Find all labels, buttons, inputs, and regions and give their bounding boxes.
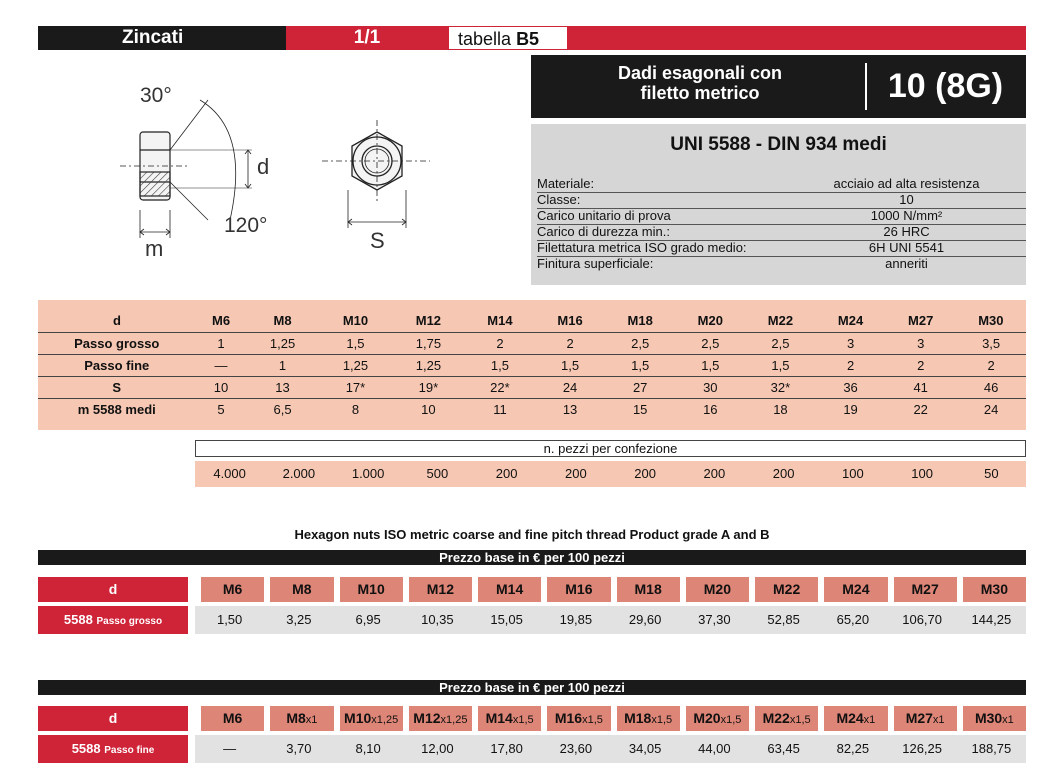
price-size-header: M16	[547, 577, 610, 602]
dims-size-header: M22	[745, 310, 815, 332]
dims-row-label: m 5588 medi	[77, 401, 156, 417]
price-size-header	[894, 706, 957, 731]
price-header-label: d	[38, 577, 188, 602]
dims-size-header: M10	[319, 310, 392, 332]
pack-quantity-row	[195, 461, 1026, 487]
pack-quantity-cell: 50	[984, 466, 999, 481]
dim-m-label: m	[145, 236, 164, 261]
price-size-header: M6	[201, 577, 264, 602]
dims-row-label: S	[38, 376, 196, 398]
price-row-coarse	[38, 606, 1026, 634]
price-row-desc: Passo grosso	[96, 616, 163, 627]
price-cell: 34,05	[628, 741, 662, 756]
dim-d-label: d	[257, 154, 270, 179]
spec-row	[537, 176, 1026, 192]
price-size-pitch: x1,25	[371, 714, 399, 726]
dims-size-header: M16	[535, 310, 605, 332]
dims-cell: 22*	[465, 376, 535, 398]
price-size-pitch: x1,5	[789, 714, 811, 726]
front-view	[322, 120, 430, 228]
price-header-coarse	[38, 577, 1026, 602]
pack-quantity-cell: 1.000	[351, 466, 385, 481]
dimensions-table	[38, 310, 1026, 420]
dims-size-header: M27	[886, 310, 956, 332]
price-cell: 65,20	[836, 612, 870, 627]
price-size-header	[686, 706, 749, 731]
dims-header-label: d	[38, 310, 196, 332]
price-cell: 23,60	[559, 741, 593, 756]
price-size-header: M18	[617, 577, 680, 602]
price-size-header: M20	[686, 577, 749, 602]
dims-cell: 15	[632, 401, 648, 417]
dims-cell: 2	[956, 354, 1026, 376]
dims-cell: 2,5	[745, 332, 815, 354]
page-fraction: 1/1	[353, 27, 381, 48]
spec-value: 6H UNI 5541	[787, 240, 1026, 256]
spec-key: Finitura superficiale:	[537, 256, 654, 272]
price-size-header: M30	[963, 577, 1026, 602]
price-bar-coarse: Prezzo base in € per 100 pezzi	[38, 550, 1026, 565]
pack-quantity-cell: 4.000	[213, 466, 246, 481]
dims-cell: 32*	[745, 376, 815, 398]
dims-size-header: M6	[196, 310, 246, 332]
price-size-header: M12	[409, 577, 472, 602]
dims-size-header: M14	[465, 310, 535, 332]
spec-row	[537, 192, 1026, 208]
product-title-box	[531, 55, 1026, 118]
price-row-label	[38, 735, 188, 763]
product-title-line1: Dadi esagonali con	[617, 63, 783, 83]
dims-cell: 2	[465, 332, 535, 354]
price-cell: 37,30	[698, 612, 731, 627]
table-code: B5	[516, 29, 540, 49]
dim-s-label: S	[370, 228, 385, 253]
price-size-header: M10	[340, 577, 403, 602]
dims-cell: 1,25	[319, 354, 392, 376]
price-size-pitch: x1	[1002, 714, 1014, 726]
dims-cell: 16	[703, 401, 718, 417]
spec-key: Filettatura metrica ISO grado medio:	[537, 240, 787, 256]
price-cell: 82,25	[836, 741, 870, 756]
price-size-thread: M22	[762, 710, 790, 726]
dims-cell: 1,5	[605, 354, 675, 376]
standard-title: UNI 5588 - DIN 934 medi	[670, 134, 887, 155]
price-size-thread: M16	[554, 710, 583, 726]
spec-table	[537, 176, 1026, 272]
price-size-pitch: x1,5	[512, 714, 534, 726]
dims-cell: 24	[983, 401, 999, 417]
price-size-header: M24	[824, 577, 887, 602]
dims-size-header: M12	[392, 310, 465, 332]
pack-quantity-cell: 200	[703, 466, 726, 481]
price-size-pitch: x1,25	[440, 714, 468, 726]
dims-cell: 11	[493, 401, 507, 417]
dims-cell: 2,5	[675, 332, 745, 354]
pack-quantity-cell: 100	[842, 466, 864, 481]
dims-cell: 19	[843, 401, 858, 417]
price-size-thread: M27	[905, 710, 933, 726]
finish-label: Zincati	[38, 26, 286, 50]
dims-cell: 1,5	[535, 354, 605, 376]
price-size-header	[617, 706, 680, 731]
spec-row	[537, 224, 1026, 240]
price-row-label	[38, 606, 188, 634]
price-header-label: d	[38, 706, 188, 731]
price-cell: 1,50	[216, 612, 243, 627]
price-cell: 52,85	[767, 612, 800, 627]
dims-cell: 2	[535, 332, 605, 354]
dims-cell: 8	[351, 401, 360, 417]
dims-cell: 5	[217, 401, 225, 417]
price-size-pitch: x1	[863, 714, 876, 726]
price-cell: 6,95	[355, 612, 381, 627]
price-cell: 106,70	[902, 612, 942, 627]
pack-quantity-cell: 200	[565, 466, 587, 481]
price-size-header	[270, 706, 333, 731]
angle-120-label: 120°	[224, 214, 268, 237]
price-cell: 19,85	[559, 612, 593, 627]
dims-cell: 22	[913, 401, 928, 417]
dims-size-header: M30	[956, 310, 1026, 332]
dims-cell: 24	[535, 376, 605, 398]
dims-cell: 18	[773, 401, 788, 417]
price-size-thread: M6	[222, 710, 243, 726]
price-row-code: 5588	[63, 612, 93, 627]
dims-cell: 1,5	[675, 354, 745, 376]
price-size-header: M27	[894, 577, 957, 602]
dims-cell: 3,5	[956, 332, 1026, 354]
price-size-header	[963, 706, 1026, 731]
price-size-header: M22	[755, 577, 818, 602]
price-cell: 126,25	[902, 741, 942, 756]
spec-row	[537, 256, 1026, 272]
dims-cell: 10	[421, 401, 436, 417]
dims-cell: 1,75	[392, 332, 465, 354]
price-cell: 44,00	[698, 741, 731, 756]
nut-technical-drawing	[100, 70, 440, 270]
pack-quantity-cell: 100	[911, 466, 933, 481]
dims-cell: 1	[196, 332, 246, 354]
product-title	[531, 63, 869, 103]
dims-size-header: M24	[816, 310, 886, 332]
price-size-header	[201, 706, 264, 731]
dims-cell: 2,5	[605, 332, 675, 354]
pack-quantity-cell: 200	[772, 466, 795, 481]
dims-cell: 1	[246, 354, 319, 376]
english-caption: Hexagon nuts ISO metric coarse and fine pitch thread Product grade A and B	[294, 527, 770, 542]
price-header-fine	[38, 706, 1026, 731]
dims-cell: 6,5	[273, 401, 292, 417]
dims-cell: 27	[605, 376, 675, 398]
dims-cell: 30	[675, 376, 745, 398]
price-size-header	[478, 706, 541, 731]
spec-key: Carico unitario di prova	[537, 208, 787, 224]
table-label	[448, 26, 568, 50]
dims-cell: 2	[816, 354, 886, 376]
dims-row	[38, 332, 1026, 354]
dims-row-label: Passo grosso	[38, 332, 196, 354]
dims-row-label: Passo fine	[38, 354, 196, 376]
price-size-pitch: x1,5	[582, 714, 603, 726]
spec-row	[537, 240, 1026, 256]
price-cell: 8,10	[355, 741, 381, 756]
dims-cell: 1,5	[745, 354, 815, 376]
price-size-thread: M14	[485, 710, 513, 726]
dims-cell: 46	[956, 376, 1026, 398]
dims-size-header: M18	[605, 310, 675, 332]
top-bar	[38, 26, 1026, 50]
dims-cell: 41	[886, 376, 956, 398]
pack-quantity-cell: 200	[634, 466, 656, 481]
price-size-thread: M8	[286, 710, 306, 726]
spec-key: Classe:	[537, 192, 787, 208]
dims-row	[38, 376, 1026, 398]
price-size-header	[547, 706, 610, 731]
price-cell: 29,60	[628, 612, 662, 627]
spec-value: 26 HRC	[787, 224, 1026, 240]
price-size-thread: M20	[693, 710, 721, 726]
price-size-header	[755, 706, 818, 731]
pack-quantity-cell: 2.000	[282, 466, 316, 481]
price-size-header	[824, 706, 887, 731]
spec-value: anneriti	[885, 256, 928, 272]
dims-cell: 10	[196, 376, 246, 398]
dims-cell: 1,5	[319, 332, 392, 354]
dims-row	[38, 354, 1026, 376]
price-cell: 144,25	[971, 612, 1012, 627]
price-values	[195, 606, 1026, 634]
price-row-desc: Passo fine	[104, 745, 155, 756]
spec-key: Carico di durezza min.:	[537, 224, 787, 240]
dims-size-header: M8	[246, 310, 319, 332]
angle-30-label: 30°	[140, 84, 172, 107]
dims-cell: —	[196, 354, 246, 376]
spec-box	[531, 124, 1026, 285]
price-size-header: M14	[478, 577, 541, 602]
price-cell: 15,05	[490, 612, 523, 627]
price-size-thread: M12	[413, 710, 441, 726]
price-cell: 17,80	[490, 741, 523, 756]
price-cell: 188,75	[971, 741, 1012, 756]
price-size-thread: M30	[974, 710, 1003, 726]
pack-quantity-cell: 500	[426, 466, 449, 481]
spec-row	[537, 208, 1026, 224]
price-cell: 12,00	[421, 741, 454, 756]
dims-cell: 36	[816, 376, 886, 398]
price-size-pitch: x1	[932, 714, 945, 726]
pack-quantity-label: n. pezzi per confezione	[195, 440, 1026, 457]
dims-cell: 13	[562, 401, 578, 417]
spec-value: 1000 N/mm²	[787, 208, 1026, 224]
price-size-header: M8	[270, 577, 333, 602]
dims-cell: 2	[886, 354, 956, 376]
dims-cell: 3	[886, 332, 956, 354]
dims-cell: 1,5	[465, 354, 535, 376]
price-values	[195, 735, 1026, 763]
price-row-code: 5588	[71, 741, 101, 756]
dims-header-row	[38, 310, 1026, 332]
price-cell: 10,35	[421, 612, 454, 627]
spec-value: acciaio ad alta resistenza	[787, 176, 1026, 192]
dims-cell: 1,25	[392, 354, 465, 376]
price-size-pitch: x1,5	[651, 714, 673, 726]
spec-key: Materiale:	[537, 176, 787, 192]
price-cell: 3,25	[286, 612, 312, 627]
dims-size-header: M20	[675, 310, 745, 332]
price-size-thread: M24	[836, 710, 864, 726]
pack-quantity-cell: 200	[495, 466, 518, 481]
table-prefix: tabella	[458, 29, 512, 49]
price-size-pitch: x1,5	[720, 714, 742, 726]
spec-value: 10	[787, 192, 1026, 208]
price-cell: 3,70	[286, 741, 312, 756]
product-title-line2: filetto metrico	[640, 83, 760, 103]
price-size-header	[340, 706, 403, 731]
price-cell: —	[223, 741, 237, 756]
price-cell: 63,45	[767, 741, 800, 756]
price-row-fine	[38, 735, 1026, 763]
dims-cell: 1,25	[246, 332, 319, 354]
price-size-thread: M10	[344, 710, 372, 726]
dims-cell: 13	[246, 376, 319, 398]
dims-cell: 19*	[392, 376, 465, 398]
price-bar-fine: Prezzo base in € per 100 pezzi	[38, 680, 1026, 695]
dims-cell: 17*	[319, 376, 392, 398]
dims-cell: 3	[816, 332, 886, 354]
price-size-thread: M18	[624, 710, 652, 726]
price-size-header	[409, 706, 472, 731]
dims-row	[38, 398, 1026, 420]
price-size-pitch: x1	[305, 714, 318, 726]
property-class: 10 (8G)	[865, 55, 1026, 118]
